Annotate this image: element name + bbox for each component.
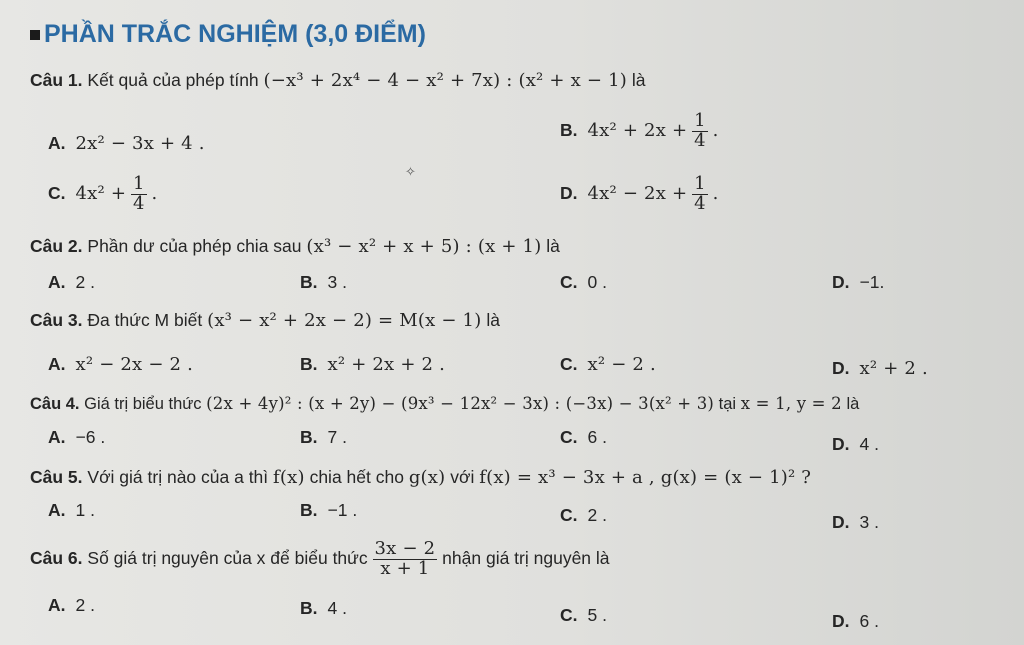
option-a[interactable]: A. 2 .	[48, 272, 95, 292]
option-a[interactable]: A. 2x² − 3x + 4 .	[48, 133, 205, 154]
option-a[interactable]: A. 1 .	[48, 500, 95, 520]
fraction: $\frac{1}{4}$	[694, 173, 706, 214]
option-c[interactable]: C. 2 .	[560, 505, 607, 525]
fraction: $\frac{3x - 2}{x + 1}$	[374, 538, 436, 579]
option-a[interactable]: A. −6 .	[48, 427, 106, 447]
option-b[interactable]: B. 4 .	[300, 598, 347, 618]
option-c[interactable]: C. 4x² + $\frac{1}{4}$ .	[48, 173, 158, 214]
option-a[interactable]: A. 2 .	[48, 595, 95, 615]
option-d[interactable]: D. x² + 2 .	[832, 358, 928, 379]
section-title: PHẦN TRẮC NGHIỆM (3,0 ĐIỂM)	[30, 20, 426, 49]
question-expression: (−x³ + 2x⁴ − 4 − x² + 7x) : (x² + x − 1)	[263, 70, 627, 91]
option-b[interactable]: B. −1 .	[300, 500, 358, 520]
question-1: Câu 1. Kết quả của phép tính (−x³ + 2x⁴ − 4 − x² + 7x) : (x² + x − 1) là	[30, 70, 646, 91]
question-3: Câu 3. Đa thức M biết (x³ − x² + 2x − 2) = M(x − 1) là	[30, 310, 500, 331]
option-b[interactable]: B. 4x² + 2x + $\frac{1}{4}$ .	[560, 110, 719, 151]
option-b[interactable]: B. 7 .	[300, 427, 347, 447]
option-c[interactable]: C. x² − 2 .	[560, 354, 656, 375]
question-5: Câu 5. Với giá trị nào của a thì f(x) chia hết cho g(x) với f(x) = x³ − 3x + a , g(x) = (x − 1)² ?	[30, 467, 812, 488]
question-6: Câu 6. Số giá trị nguyên của x để biểu thức $\frac{3x - 2}{x + 1}$ nhận giá trị nguyên là	[30, 538, 610, 579]
option-d[interactable]: D. 3 .	[832, 512, 879, 532]
fraction: $\frac{1}{4}$	[133, 173, 145, 214]
option-a[interactable]: A. x² − 2x − 2 .	[48, 354, 194, 375]
question-2: Câu 2. Phần dư của phép chia sau (x³ − x² + x + 5) : (x + 1) là	[30, 236, 560, 257]
fraction: $\frac{1}{4}$	[694, 110, 706, 151]
question-4: Câu 4. Giá trị biểu thức (2x + 4y)² : (x + 2y) − (9x³ − 12x² − 3x) : (−3x) − 3(x² + 3) tại x = 1, y = 2 là	[30, 394, 860, 413]
option-c[interactable]: C. 0 .	[560, 272, 607, 292]
option-b[interactable]: B. 3 .	[300, 272, 347, 292]
diamond-icon: ✧	[405, 164, 416, 179]
option-d[interactable]: D. 4x² − 2x + $\frac{1}{4}$ .	[560, 173, 719, 214]
option-b[interactable]: B. x² + 2x + 2 .	[300, 354, 446, 375]
option-c[interactable]: C. 6 .	[560, 427, 607, 447]
question-label: Câu 1.	[30, 70, 83, 90]
option-c[interactable]: C. 5 .	[560, 605, 607, 625]
option-d[interactable]: D. −1.	[832, 272, 885, 292]
option-d[interactable]: D. 4 .	[832, 434, 879, 454]
bullet-square-icon	[30, 30, 40, 40]
option-d[interactable]: D. 6 .	[832, 611, 879, 631]
